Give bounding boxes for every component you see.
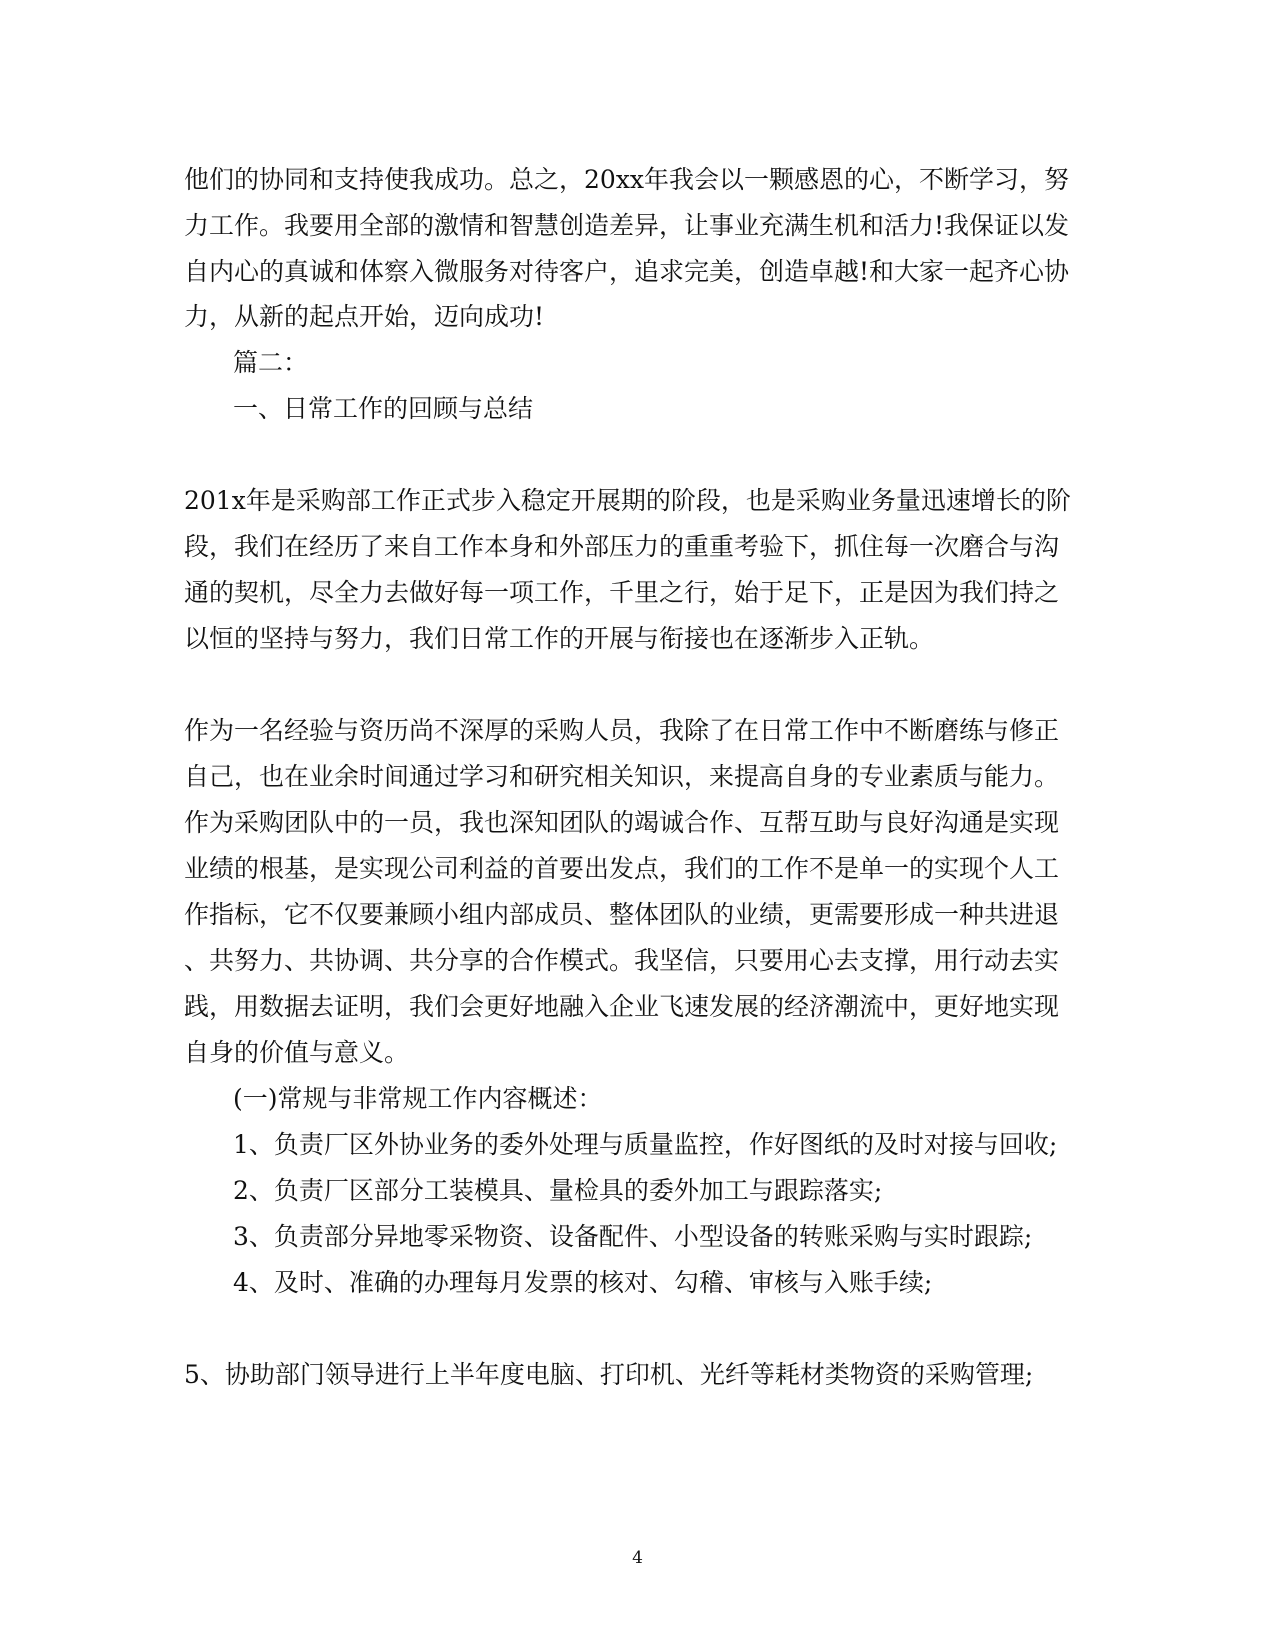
text-line: 业绩的根基，是实现公司利益的首要出发点，我们的工作不是单一的实现个人工 [184, 854, 1060, 883]
list-item: 1、负责厂区外协业务的委外处理与质量监控，作好图纸的及时对接与回收; [233, 1130, 1058, 1159]
text-line: 作指标，它不仅要兼顾小组内部成员、整体团队的业绩，更需要形成一种共进退 [184, 900, 1060, 929]
section-heading: 一、日常工作的回顾与总结 [233, 394, 534, 423]
text-line: 他们的协同和支持使我成功。总之，20xx年我会以一颗感恩的心，不断学习，努 [184, 165, 1070, 194]
list-item: 4、及时、准确的办理每月发票的核对、勾稽、审核与入账手续; [233, 1268, 933, 1297]
text-line: 、共努力、共协调、共分享的合作模式。我坚信，只要用心去支撑，用行动去实 [184, 946, 1060, 975]
text-line: 通的契机，尽全力去做好每一项工作，千里之行，始于足下，正是因为我们持之 [184, 578, 1060, 607]
text-line: 自己，也在业余时间通过学习和研究相关知识，来提高自身的专业素质与能力。 [184, 762, 1060, 791]
section-heading: 篇二： [233, 348, 309, 377]
subsection-heading: (一)常规与非常规工作内容概述： [233, 1084, 603, 1113]
text-line: 自身的价值与意义。 [184, 1038, 410, 1067]
text-line: 力，从新的起点开始，迈向成功! [184, 302, 545, 331]
list-item: 3、负责部分异地零采物资、设备配件、小型设备的转账采购与实时跟踪; [233, 1222, 1033, 1251]
text-line: 自内心的真诚和体察入微服务对待客户，追求完美，创造卓越!和大家一起齐心协 [184, 257, 1070, 286]
text-line: 以恒的坚持与努力，我们日常工作的开展与衔接也在逐渐步入正轨。 [184, 624, 935, 653]
text-line: 践，用数据去证明，我们会更好地融入企业飞速发展的经济潮流中，更好地实现 [184, 992, 1060, 1021]
list-item: 5、协助部门领导进行上半年度电脑、打印机、光纤等耗材类物资的采购管理; [184, 1360, 1034, 1389]
text-line: 力工作。我要用全部的激情和智慧创造差异，让事业充满生机和活力!我保证以发 [184, 211, 1070, 240]
text-line: 201x年是采购部工作正式步入稳定开展期的阶段，也是采购业务量迅速增长的阶 [184, 486, 1071, 515]
list-item: 2、负责厂区部分工装模具、量检具的委外加工与跟踪落实; [233, 1176, 883, 1205]
text-line: 作为一名经验与资历尚不深厚的采购人员，我除了在日常工作中不断磨练与修正 [184, 716, 1060, 745]
page-number: 4 [632, 1548, 643, 1568]
text-line: 段，我们在经历了来自工作本身和外部压力的重重考验下，抓住每一次磨合与沟 [184, 532, 1060, 561]
text-line: 作为采购团队中的一员，我也深知团队的竭诚合作、互帮互助与良好沟通是实现 [184, 808, 1060, 837]
